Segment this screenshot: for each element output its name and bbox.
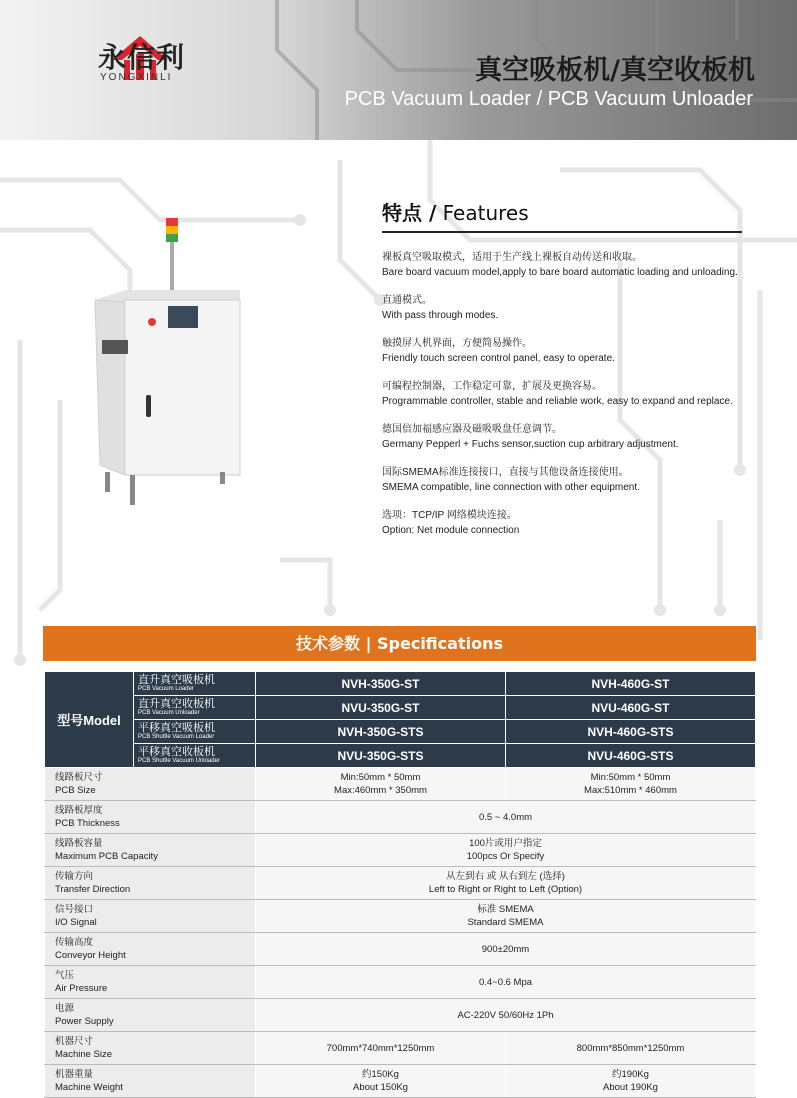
spec-label [45,900,256,933]
spec-value-line: 从左到右 或 从右到左 (选择) [446,871,565,882]
table-row [45,801,756,834]
variant-name-en: PCB Vacuum Unloader [138,710,200,716]
feature-text-cn: 选项：TCP/IP 网络模块连接。 [382,510,517,521]
spec-label-en: Machine Weight [55,1082,123,1093]
feature-text-en: Bare board vacuum model,apply to bare board automatic loading and unloading. [382,266,738,278]
spec-label-cn: 机器重量 [55,1069,94,1080]
table-row [45,834,756,867]
spec-value-line: 标准 SMEMA [477,904,534,915]
model-number-460: NVU-460G-STS [506,744,756,768]
feature-text-cn: 裸板真空吸取模式，适用于生产线上裸板自动传送和收取。 [382,252,642,263]
specifications-heading-en: Specifications [371,634,503,653]
model-number-350: NVU-350G-ST [256,696,506,720]
spec-label-cn: 电源 [55,1003,75,1014]
spec-label [45,834,256,867]
model-number-350: NVH-350G-STS [256,720,506,744]
spec-label-en: I/O Signal [55,917,97,928]
spec-label [45,966,256,999]
spec-label-cn: 传输方向 [55,871,94,882]
features-divider [382,231,742,233]
spec-value-line: 900±20mm [481,943,530,955]
spec-value-line: 700mm*740mm*1250mm [326,1042,435,1054]
page-title-cn: 真空吸板机/真空收板机 [475,55,755,86]
model-row [45,720,756,744]
feature-text-cn: 可编程控制器，工作稳定可靠，扩展及更换容易。 [382,381,602,392]
spec-value [256,933,756,966]
spec-value-line: Max:460mm * 350mm [334,785,427,796]
brand-name-cn: 永信利 [98,41,186,74]
feature-text-cn: 直通模式。 [382,295,432,306]
spec-label-en: Maximum PCB Capacity [55,851,158,862]
feature-item [382,380,752,409]
model-label: 型号Model [45,672,134,768]
spec-label-en: Power Supply [55,1016,114,1027]
spec-value-line: About 190Kg [603,1082,658,1093]
spec-value-line: 100片或用户指定 [469,838,542,849]
table-row [45,966,756,999]
spec-value-350 [256,1065,506,1098]
spec-label-en: Air Pressure [55,983,108,994]
specifications-table [44,671,756,1098]
spec-value-460 [506,768,756,801]
feature-text-en: With pass through modes. [382,309,499,321]
spec-label-en: Machine Size [55,1049,113,1060]
feature-text-cn: 国际SMEMA标准连接接口，直接与其他设备连接使用。 [382,467,629,478]
spec-value [256,801,756,834]
spec-value-line: 800mm*850mm*1250mm [576,1042,685,1054]
features-heading [382,197,529,226]
spec-value [256,966,756,999]
spec-label-cn: 传输高度 [55,937,94,948]
feature-text-en: Friendly touch screen control panel, easy to operate. [382,352,615,364]
table-row [45,867,756,900]
feature-item [382,466,752,495]
feature-text-en: Germany Pepperl + Fuchs sensor,suction cup arbitrary adjustment. [382,438,679,450]
spec-value-line: Left to Right or Right to Left (Option) [428,884,583,895]
model-number-350: NVH-350G-ST [256,672,506,696]
page-title-en: PCB Vacuum Loader / PCB Vacuum Unloader [344,88,753,110]
spec-value [256,834,756,867]
spec-value-350 [256,1032,506,1065]
feature-item [382,423,752,452]
variant-name [134,744,256,768]
feature-text-en: SMEMA compatible, line connection with other equipment. [382,481,640,493]
spec-label [45,999,256,1032]
spec-value-line: 0.4~0.6 Mpa [478,976,533,988]
spec-value-line: 0.5 ~ 4.0mm [478,811,533,823]
variant-name-cn: 直升真空收板机 [138,698,215,710]
spec-value [256,999,756,1032]
spec-value-460 [506,1032,756,1065]
model-row [45,672,756,696]
model-number-460: NVU-460G-ST [506,696,756,720]
variant-name [134,696,256,720]
features-list [382,251,752,552]
feature-text-cn: 触摸屏人机界面，方便简易操作。 [382,338,532,349]
feature-text-en: Option: Net module connection [382,524,520,536]
spec-value-line: 约150Kg [362,1069,399,1080]
spec-label [45,801,256,834]
spec-label [45,867,256,900]
table-row [45,1065,756,1098]
spec-value-350 [256,768,506,801]
variant-name [134,720,256,744]
specifications-heading-cn: 技术参数 | [296,634,372,653]
spec-label-en: PCB Size [55,785,96,796]
feature-item [382,509,752,538]
spec-label-en: Conveyor Height [55,950,126,961]
feature-item [382,251,752,280]
features-heading-cn: 特点 / [382,201,437,225]
table-row [45,933,756,966]
features-heading-en: Features [436,201,529,225]
spec-value-line: 约190Kg [612,1069,649,1080]
model-number-460: NVH-460G-ST [506,672,756,696]
feature-item [382,294,752,323]
variant-name-en: PCB Shuttle Vacuum Loader [138,734,215,740]
page-header [0,0,797,140]
variant-name-cn: 直升真空吸板机 [138,674,215,686]
table-row [45,900,756,933]
spec-value [256,867,756,900]
spec-value-line: Standard SMEMA [467,917,544,928]
spec-label [45,768,256,801]
feature-item [382,337,752,366]
variant-name-cn: 平移真空收板机 [138,746,215,758]
spec-value-line: Max:510mm * 460mm [584,785,677,796]
brand-name-en: YONGXINLI [100,72,173,83]
spec-value-line: 100pcs Or Specify [466,851,545,862]
spec-label-cn: 气压 [55,970,75,981]
table-row [45,1032,756,1065]
spec-value-line: AC-220V 50/60Hz 1Ph [457,1009,554,1021]
spec-label-cn: 线路板容量 [55,838,103,849]
table-row [45,999,756,1032]
spec-value-460 [506,1065,756,1098]
model-row [45,744,756,768]
spec-label-cn: 线路板厚度 [55,805,103,816]
model-number-350: NVU-350G-STS [256,744,506,768]
variant-name-cn: 平移真空吸板机 [138,722,215,734]
model-row [45,696,756,720]
spec-label-en: PCB Thickness [55,818,120,829]
spec-label [45,933,256,966]
spec-label-cn: 信号接口 [55,904,94,915]
spec-value-line: About 150Kg [353,1082,408,1093]
spec-label [45,1065,256,1098]
spec-value [256,900,756,933]
spec-label-en: Transfer Direction [55,884,131,895]
specifications-heading [43,626,756,661]
spec-label-cn: 机器尺寸 [55,1036,94,1047]
spec-label [45,1032,256,1065]
variant-name-en: PCB Shuttle Vacuum Unloader [138,758,220,764]
feature-text-en: Programmable controller, stable and reliable work, easy to expand and replace. [382,395,733,407]
table-row [45,768,756,801]
variant-name [134,672,256,696]
spec-value-line: Min:50mm * 50mm [340,772,421,783]
model-number-460: NVH-460G-STS [506,720,756,744]
spec-value-line: Min:50mm * 50mm [590,772,671,783]
feature-text-cn: 德国倍加福感应器及磁吸吸盘任意调节。 [382,424,562,435]
machine-image [90,210,250,510]
spec-label-cn: 线路板尺寸 [55,772,103,783]
variant-name-en: PCB Vacuum Loader [138,686,194,692]
